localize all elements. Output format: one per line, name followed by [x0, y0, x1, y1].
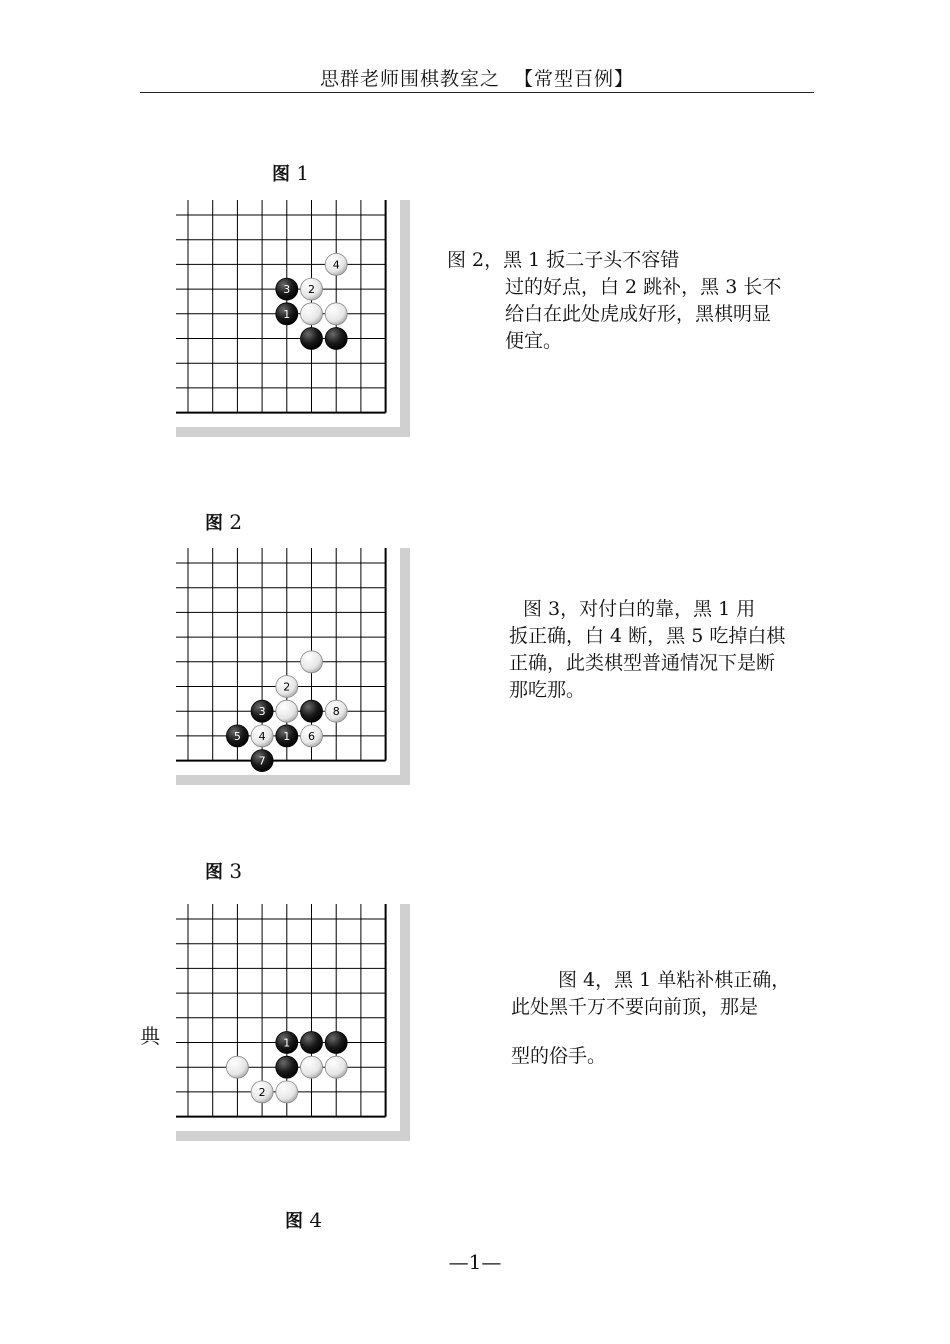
white-stone [301, 303, 323, 325]
board-shadow-bottom [176, 1131, 410, 1141]
stone-number: 4 [332, 258, 340, 272]
header-series: 【常型百例】 [514, 68, 635, 90]
stone-number: 6 [308, 729, 315, 743]
figure-number: 4 [309, 1208, 323, 1232]
page-number: —1— [448, 1250, 502, 1274]
header-title: 思群老师围棋教室之 [319, 68, 500, 90]
stone-number: 1 [283, 307, 291, 321]
header-rule [140, 92, 814, 93]
stone-number: 2 [283, 680, 291, 694]
commentary-line: 正确，此类棋型普通情况下是断 [509, 652, 776, 674]
figure-word: 图 [205, 513, 223, 534]
figure-number: 3 [229, 859, 243, 883]
figure-label-2 [205, 509, 242, 535]
commentary-paragraph-3 [511, 967, 790, 1070]
side-character: 典 [140, 1024, 160, 1048]
commentary-line: 型的俗手。 [511, 1045, 607, 1067]
figure-label-1 [272, 160, 309, 186]
figure-label-4 [285, 1207, 322, 1233]
white-stone [276, 1081, 298, 1103]
go-board-3 [176, 904, 416, 1144]
stone-number: 8 [332, 705, 340, 719]
white-stone [325, 303, 347, 325]
commentary-line: 过的好点，白 2 跳补，黑 3 长不 [505, 276, 782, 298]
black-stone [301, 1032, 323, 1054]
commentary-line: 那吃那。 [509, 679, 586, 701]
commentary-paragraph-2 [509, 596, 785, 704]
board-shadow-right [400, 200, 410, 437]
commentary-line: 给白在此处虎成好形，黑棋明显 [505, 303, 772, 325]
go-board-svg [176, 548, 416, 788]
commentary-line: 图 3，对付白的靠，黑 1 用 [523, 598, 756, 620]
page-header [140, 64, 814, 91]
go-board-1 [176, 200, 416, 440]
board-shadow-right [400, 904, 410, 1141]
figure-number: 2 [229, 510, 243, 534]
black-stone [301, 328, 323, 350]
black-stone [301, 700, 323, 722]
black-stone [325, 1032, 347, 1054]
figure-word: 图 [272, 164, 290, 185]
white-stone [301, 651, 323, 673]
figure-number: 1 [296, 161, 310, 185]
go-board-svg [176, 200, 416, 440]
stone-number: 2 [258, 1085, 266, 1099]
stone-number: 4 [258, 729, 266, 743]
stone-number: 1 [283, 1036, 291, 1050]
commentary-line: 扳正确，白 4 断，黑 5 吃掉白棋 [509, 625, 786, 647]
white-stone [325, 1056, 347, 1078]
board-shadow-bottom [176, 775, 410, 785]
commentary-line: 图 2，黑 1 扳二子头不容错 [447, 249, 680, 271]
board-shadow-bottom [176, 427, 410, 437]
white-stone [226, 1056, 248, 1078]
figure-word: 图 [205, 862, 223, 883]
stone-number: 1 [283, 729, 291, 743]
figure-label-3 [205, 858, 242, 884]
black-stone [325, 328, 347, 350]
commentary-line: 图 4，黑 1 单粘补棋正确， [558, 969, 791, 991]
figure-word: 图 [285, 1211, 303, 1232]
commentary-line: 便宜。 [505, 330, 563, 352]
stone-number: 3 [283, 283, 291, 297]
stone-number: 3 [258, 705, 266, 719]
white-stone [301, 1056, 323, 1078]
commentary-line: 此处黑千万不要向前顶，那是 [511, 996, 759, 1018]
white-stone [276, 700, 298, 722]
black-stone [276, 1056, 298, 1078]
go-board-2 [176, 548, 416, 788]
stone-number: 7 [258, 754, 266, 768]
stone-number: 2 [308, 283, 315, 297]
board-shadow-right [400, 548, 410, 785]
commentary-paragraph-1 [447, 247, 781, 355]
stone-number: 5 [233, 729, 241, 743]
go-board-svg [176, 904, 416, 1144]
